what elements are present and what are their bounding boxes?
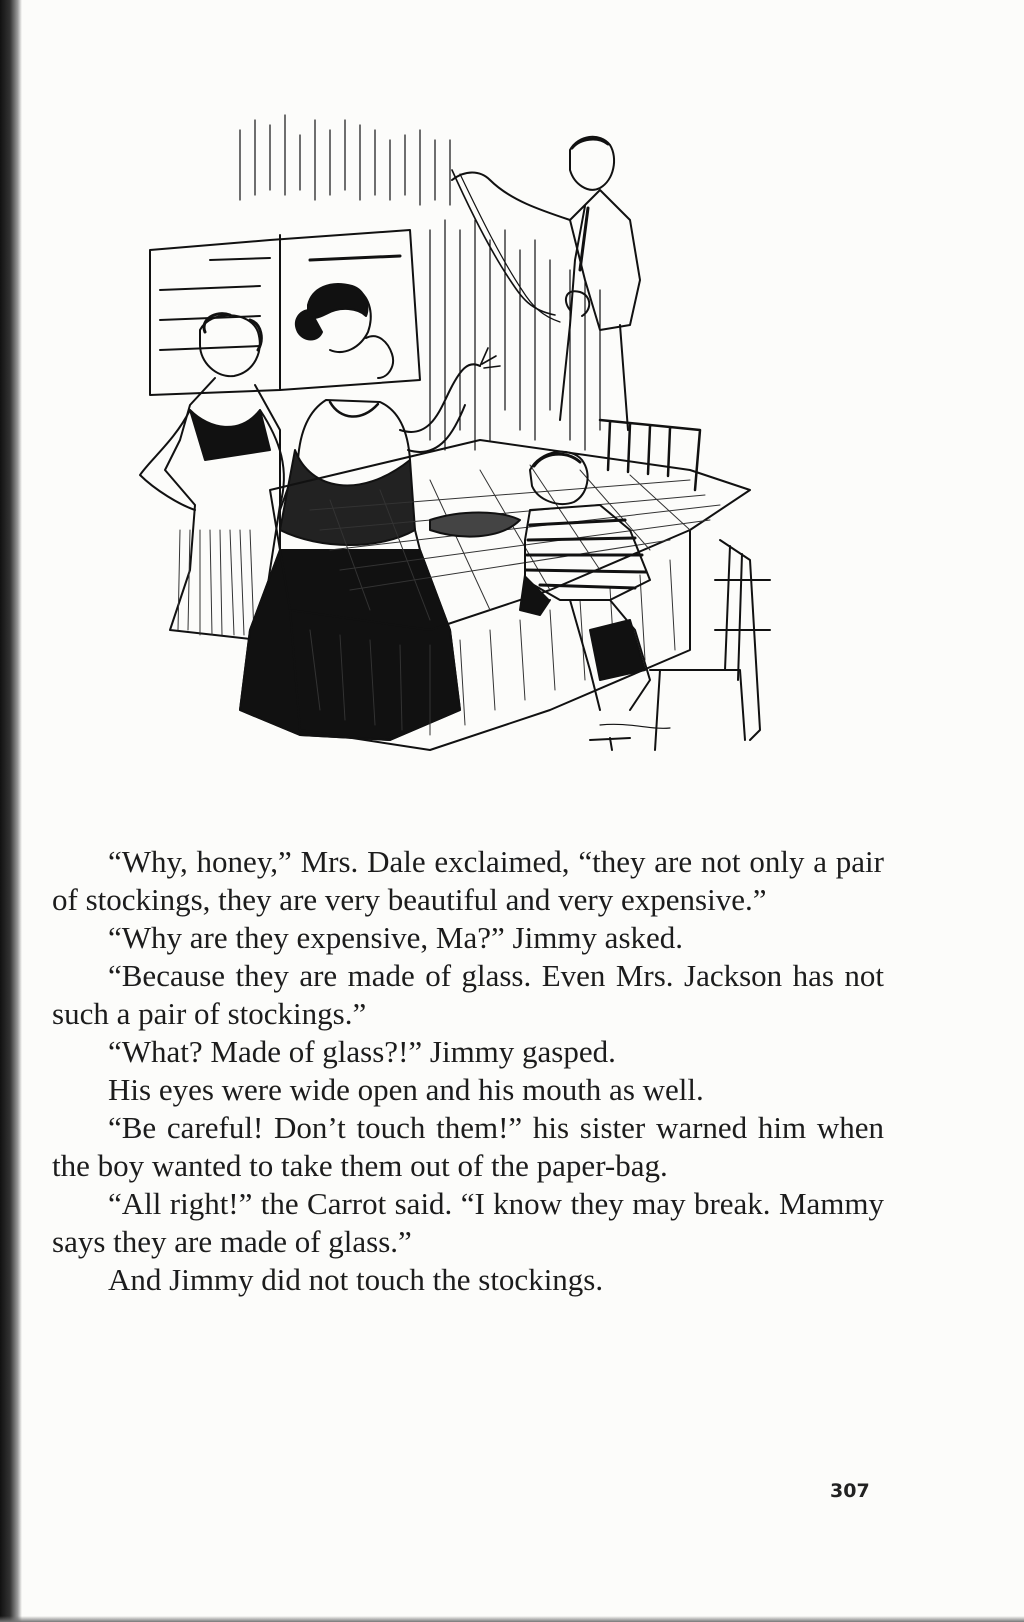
- illustration: [130, 110, 810, 800]
- story-text: [52, 843, 884, 1299]
- paragraph: “All right!” the Carrot said. “I know they may break. Mammy says they are made of glass.”: [52, 1186, 884, 1259]
- family-kitchen-scene-illustration: [130, 110, 810, 800]
- paragraph: His eyes were wide open and his mouth as well.: [108, 1072, 704, 1107]
- page-binding-shadow: [0, 0, 22, 1622]
- page-number: 307: [830, 1480, 870, 1502]
- paragraph: “What? Made of glass?!” Jimmy gasped.: [108, 1034, 616, 1069]
- paragraph: “Why, honey,” Mrs. Dale exclaimed, “they are not only a pair of stockings, they are very beautiful and very expensive.”: [52, 844, 884, 917]
- paragraph: “Why are they expensive, Ma?” Jimmy asked.: [108, 920, 684, 955]
- paragraph: “Be careful! Don’t touch them!” his sister warned him when the boy wanted to take them out of the paper-bag.: [52, 1110, 884, 1183]
- paragraph: And Jimmy did not touch the stockings.: [108, 1262, 604, 1297]
- page-bottom-shadow: [0, 1616, 1024, 1622]
- paragraph: “Because they are made of glass. Even Mrs. Jackson has not such a pair of stockings.”: [52, 958, 884, 1031]
